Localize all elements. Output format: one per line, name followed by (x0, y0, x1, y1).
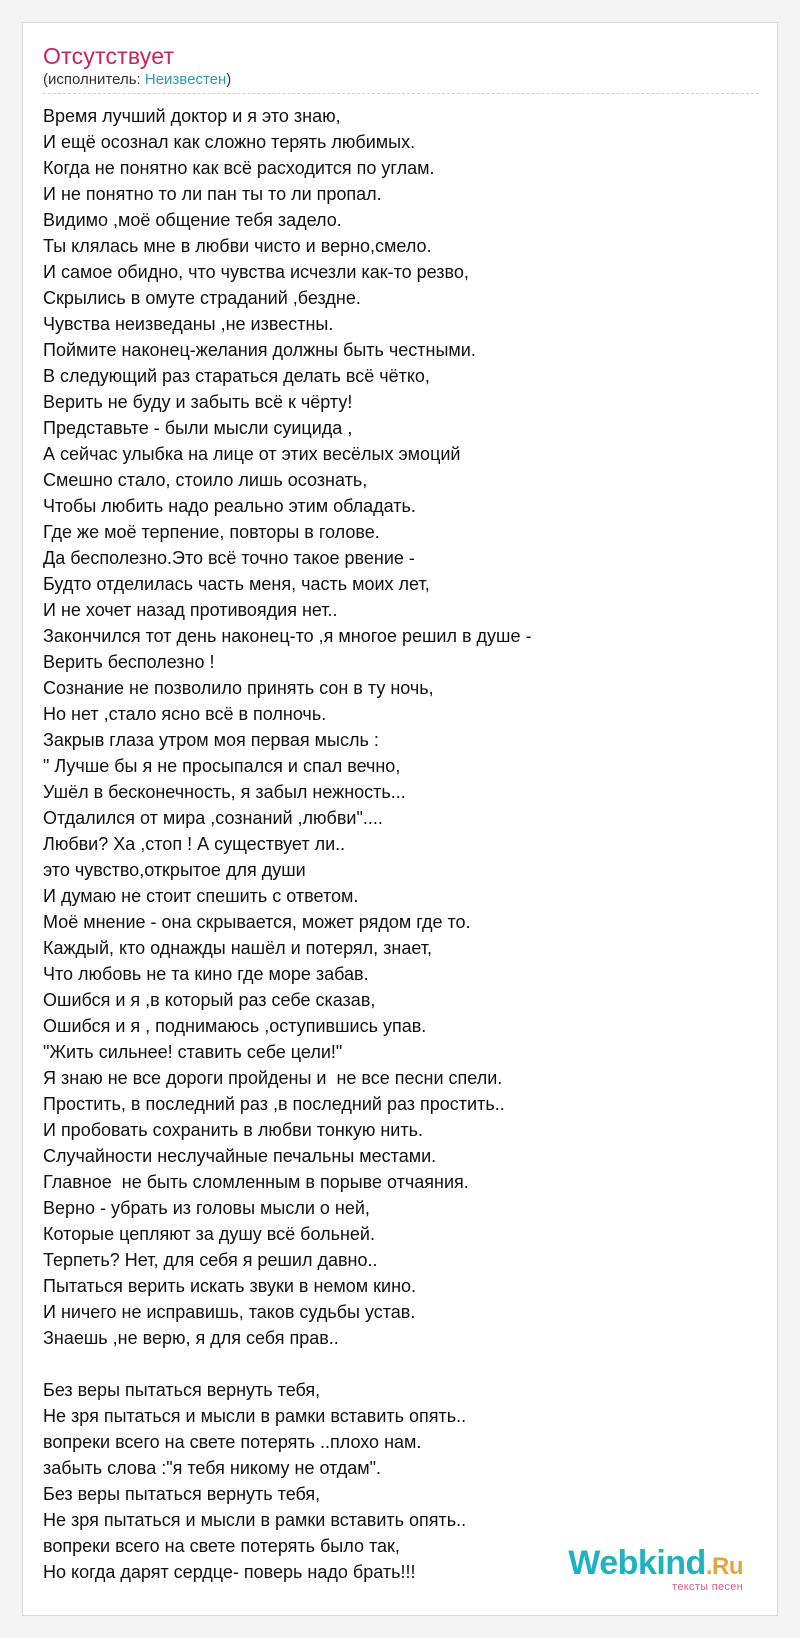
lyrics-line: Поймите наконец-желания должны быть честными. (43, 340, 476, 360)
lyrics-line: Отдалился от мира ,сознаний ,любви".... (43, 808, 383, 828)
lyrics-blank-line (43, 1351, 763, 1377)
lyrics-line: Главное не быть сломленным в порыве отчаяния. (43, 1172, 469, 1192)
lyrics-line: И ничего не исправишь, таков судьбы устав. (43, 1302, 416, 1322)
artist-suffix: ) (226, 71, 232, 88)
lyrics-line: И думаю не стоит спешить с ответом. (43, 886, 359, 906)
lyrics-line: Чтобы любить надо реально этим обладать. (43, 496, 416, 516)
lyrics-line: Любви? Ха ,стоп ! А существует ли.. (43, 834, 346, 854)
lyrics-line: Смешно стало, стоило лишь осознать, (43, 470, 368, 490)
lyrics-line: Закрыв глаза утром моя первая мысль : (43, 730, 379, 750)
lyrics-line: И самое обидно, что чувства исчезли как-то резво, (43, 262, 469, 282)
artist-link[interactable]: Неизвестен (144, 71, 227, 88)
lyrics-line: Где же моё терпение, повторы в голове. (43, 522, 380, 542)
lyrics-card (22, 22, 778, 1616)
lyrics-line: Но когда дарят сердце- поверь надо брать!!! (43, 1562, 416, 1582)
lyrics-line: Будто отделилась часть меня, часть моих лет, (43, 574, 430, 594)
lyrics-line: Видимо ,моё общение тебя задело. (43, 210, 342, 230)
lyrics-line: это чувство,открытое для души (43, 860, 306, 880)
lyrics-line: Знаешь ,не верю, я для себя прав.. (43, 1328, 339, 1348)
lyrics-line: Верить бесполезно ! (43, 652, 215, 672)
lyrics-line: Сознание не позволило принять сон в ту ночь, (43, 678, 434, 698)
logo-main-text: Webkind (568, 1544, 706, 1582)
lyrics-line: "Жить сильнее! ставить себе цели!" (43, 1042, 343, 1062)
site-logo[interactable] (568, 1545, 743, 1593)
lyrics-line: Не зря пытаться и мысли в рамки вставить опять.. (43, 1510, 467, 1530)
lyrics-line: Представьте - были мысли суицида , (43, 418, 353, 438)
logo-tagline: тексты песен (672, 1581, 743, 1593)
lyrics-line: Которые цепляют за душу всё больней. (43, 1224, 375, 1244)
lyrics-line: И пробовать сохранить в любви тонкую нить. (43, 1120, 423, 1140)
artist-line (43, 71, 231, 88)
lyrics-line: Когда не понятно как всё расходится по углам. (43, 158, 435, 178)
lyrics-line: Я знаю не все дороги пройдены и не все песни спели. (43, 1068, 503, 1088)
lyrics-line: Верно - убрать из головы мысли о ней, (43, 1198, 370, 1218)
lyrics-line: И не понятно то ли пан ты то ли пропал. (43, 184, 382, 204)
lyrics-line: Пытаться верить искать звуки в немом кино. (43, 1276, 417, 1296)
lyrics-line: Верить не буду и забыть всё к чёрту! (43, 392, 353, 412)
lyrics-line: Ошибся и я ,в который раз себе сказав, (43, 990, 376, 1010)
lyrics-line: вопреки всего на свете потерять было так, (43, 1536, 400, 1556)
lyrics-line: Но нет ,стало ясно всё в полночь. (43, 704, 327, 724)
lyrics-line: Не зря пытаться и мысли в рамки вставить опять.. (43, 1406, 467, 1426)
lyrics-line: И не хочет назад противоядия нет.. (43, 600, 338, 620)
lyrics-line: Терпеть? Нет, для себя я решил давно.. (43, 1250, 378, 1270)
lyrics-line: Ошибся и я , поднимаюсь ,оступившись упав. (43, 1016, 427, 1036)
title-divider (43, 93, 759, 94)
lyrics-line: И ещё осознал как сложно терять любимых. (43, 132, 416, 152)
lyrics-line: Да бесполезно.Это всё точно такое рвение - (43, 548, 415, 568)
lyrics-line: Закончился тот день наконец-то ,я многое решил в душе - (43, 626, 532, 646)
lyrics-line: Случайности неслучайные печальны местами. (43, 1146, 437, 1166)
lyrics-line: Моё мнение - она скрывается, может рядом где то. (43, 912, 471, 932)
lyrics-line: вопреки всего на свете потерять ..плохо нам. (43, 1432, 422, 1452)
lyrics-line: забыть слова :"я тебя никому не отдам". (43, 1458, 382, 1478)
lyrics-line: В следующий раз стараться делать всё чётко, (43, 366, 430, 386)
lyrics-line: Без веры пытаться вернуть тебя, (43, 1484, 321, 1504)
lyrics-line: Без веры пытаться вернуть тебя, (43, 1380, 321, 1400)
logo-tld: .Ru (705, 1553, 743, 1580)
lyrics-line: Ушёл в бесконечность, я забыл нежность... (43, 782, 406, 802)
artist-prefix: (исполнитель: (43, 71, 145, 88)
lyrics-text (43, 103, 763, 1585)
lyrics-line: " Лучше бы я не просыпался и спал вечно, (43, 756, 401, 776)
lyrics-line: Что любовь не та кино где море забав. (43, 964, 369, 984)
lyrics-line: Скрылись в омуте страданий ,бездне. (43, 288, 361, 308)
song-title: Отсутствует (43, 43, 175, 69)
lyrics-line: Время лучший доктор и я это знаю, (43, 106, 341, 126)
lyrics-line: Простить, в последний раз ,в последний раз простить.. (43, 1094, 505, 1114)
lyrics-line: А сейчас улыбка на лице от этих весёлых эмоций (43, 444, 461, 464)
lyrics-line: Чувства неизведаны ,не известны. (43, 314, 334, 334)
lyrics-line: Ты клялась мне в любви чисто и верно,смело. (43, 236, 432, 256)
lyrics-line: Каждый, кто однажды нашёл и потерял, знает, (43, 938, 433, 958)
